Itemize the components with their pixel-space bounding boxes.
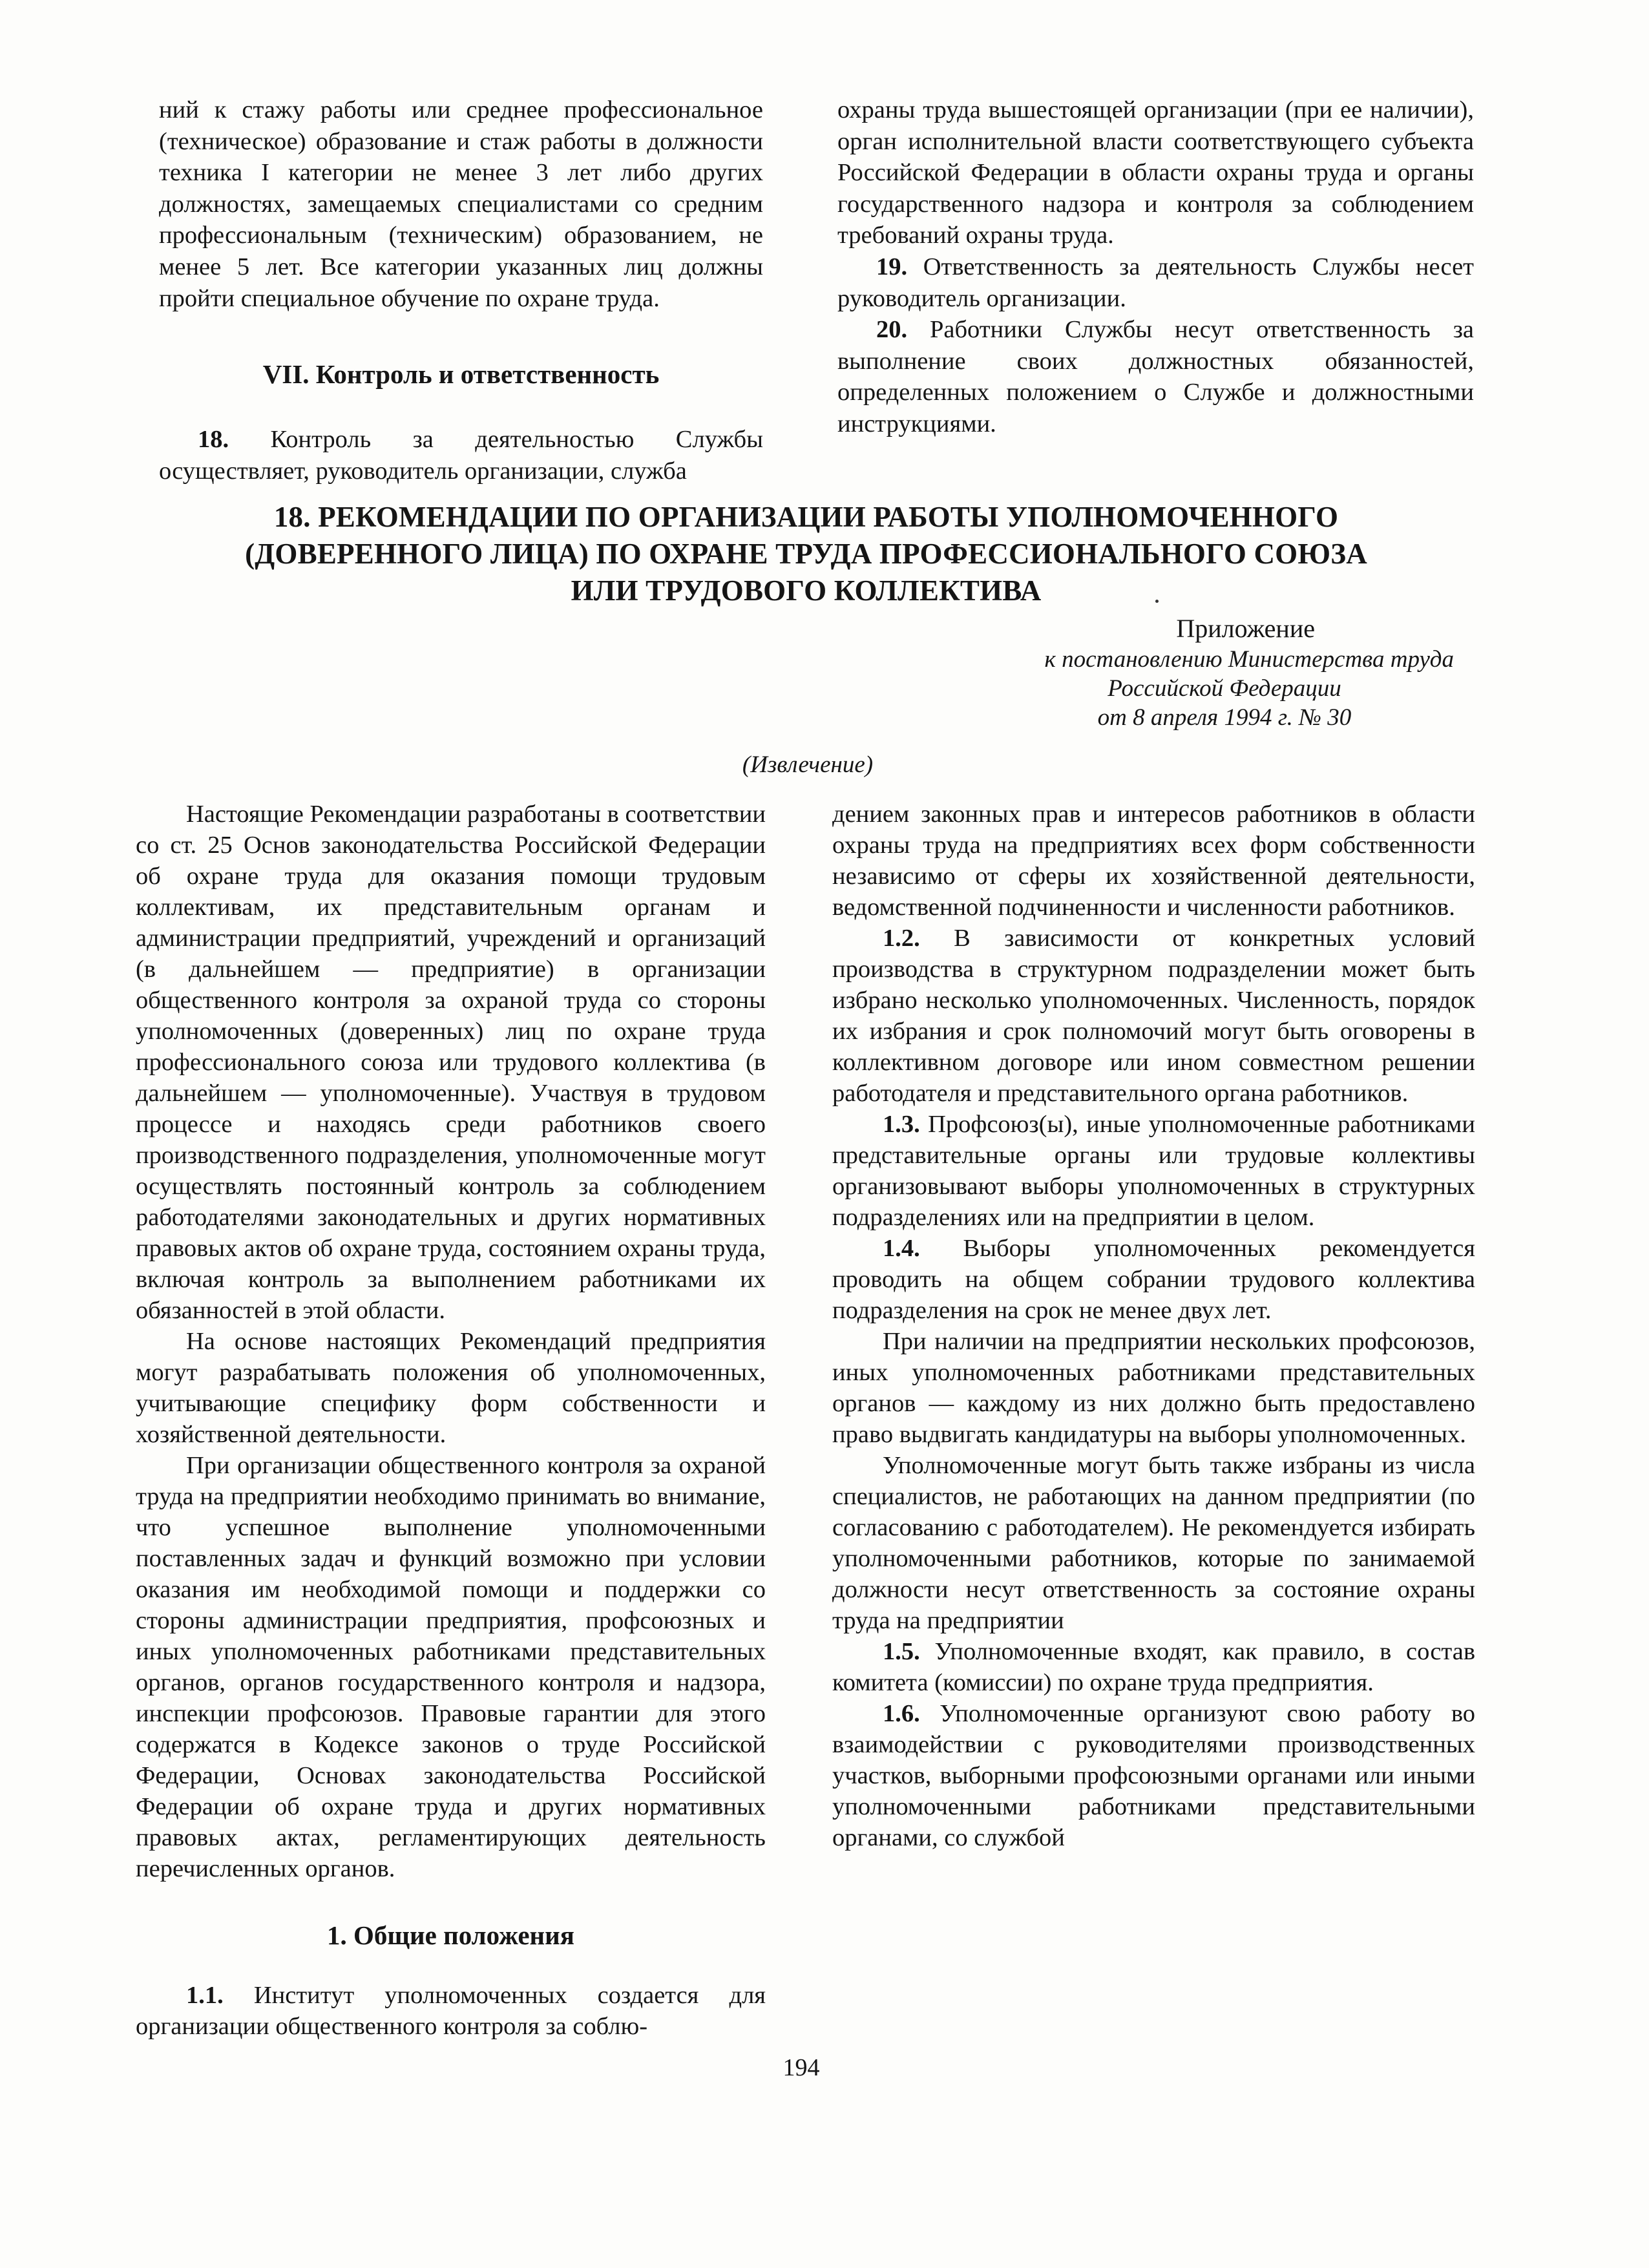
appendix-line: от 8 апреля 1994 г. № 30 — [1097, 704, 1352, 731]
title-line: 18. РЕКОМЕНДАЦИИ ПО ОРГАНИЗАЦИИ РАБОТЫ УПОЛНОМОЧЕННОГО — [273, 501, 1339, 533]
paragraph-1-4-c: Уполномоченные могут быть также избраны из числа специалистов, не работающих на данном предприятии (по согласованию с работодателем). Не рекомендуется избирать уполномоченными работников, которые по занимаемой должности несут ответственность за состояние охраны труда на предприятии — [832, 1452, 1475, 1634]
paragraph-1-2 — [832, 923, 1475, 1109]
continuation-paragraph: охраны труда вышестоящей организации (при ее наличии), орган исполнительной власти соответствующего субъекта Российской Федерации в области охраны труда и органы государственного надзора и контроля за соблюдением требований охраны труда. — [837, 96, 1474, 249]
top-left-column — [159, 94, 763, 487]
ink-dot — [1155, 600, 1159, 603]
paragraph-1-4 — [832, 1233, 1475, 1326]
continuation-paragraph: ний к стажу работы или среднее профессиональное (техническое) образование и стаж работы в должности техника I категории не менее 3 лет либо других должностях, замещаемых специалистами со средним профессиональным (техническим) образованием, не менее 5 лет. Все категории указанных лиц должны пройти специальное обучение по охране труда. — [159, 96, 763, 312]
paragraph-19 — [837, 251, 1474, 314]
section-heading-vii: VII. Контроль и ответственность — [262, 359, 660, 390]
paragraph-number: 20. — [876, 316, 908, 344]
page-number: 194 — [782, 2054, 820, 2081]
paragraph-20 — [837, 314, 1474, 439]
appendix-line: Российской Федерации — [1108, 675, 1341, 702]
paragraph-number: 1.2. — [883, 925, 920, 952]
title-line: (ДОВЕРЕННОГО ЛИЦА) ПО ОХРАНЕ ТРУДА ПРОФЕССИОНАЛЬНОГО СОЮЗА — [245, 538, 1367, 570]
document-title — [136, 499, 1476, 609]
paragraph-number: 1.6. — [883, 1700, 920, 1727]
paragraph-number: 1.3. — [883, 1111, 920, 1138]
section-heading-general: 1. Общие положения — [327, 1920, 574, 1950]
paragraph-number: 18. — [198, 426, 229, 454]
intro-paragraph: На основе настоящих Рекомендаций предприятия могут разрабатывать положения об уполномоченных, учитывающие специфику форм собственности и хозяйственной деятельности. — [136, 1328, 766, 1448]
appendix-line: к постановлению Министерства труда — [1044, 646, 1454, 673]
paragraph-text: Работники Службы несут ответственность за выполнение своих должностных обязанностей, определенных положением о Службе и должностными инструкциями. — [837, 316, 1474, 437]
paragraph-1-4-b: При наличии на предприятии нескольких профсоюзов, иных уполномоченных работниками представительных органов — каждому из них должно быть предоставлено право выдвигать кандидатуры на выборы уполномоченных. — [832, 1328, 1475, 1448]
paragraph-text: Профсоюз(ы), иные уполномоченные работниками представительные органы или трудовые коллективы организовывают выборы уполномоченных в структурных подразделениях или на предприятии в целом. — [832, 1111, 1475, 1231]
top-right-column — [837, 94, 1474, 440]
paragraph-text: В зависимости от конкретных условий производства в структурном подразделении может быть избрано несколько уполномоченных. Численность, порядок их избрания и срок полномочий могут быть оговорены в коллективном договоре или ином совместном решении работодателя и представительного органа работников. — [832, 925, 1475, 1107]
intro-paragraph: При организации общественного контроля за охраной труда на предприятии необходимо принимать во внимание, что успешное выполнение уполномоченными поставленных задач и функций возможно при условии оказания им необходимой помощи и поддержки со стороны администрации предприятия, профсоюзных и иных уполномоченных работниками представительных органов, органов государственного контроля и надзора, инспекции профсоюзов. Правовые гарантии для этого содержатся в Кодексе законов о труде Российской Федерации, Основах законодательства Российской Федерации об охране труда и других нормативных правовых актах, регламентирующих деятельность перечисленных органов. — [136, 1452, 766, 1882]
paragraph-text: Выборы уполномоченных рекомендуется проводить на общем собрании трудового коллектива подразделения на срок не менее двух лет. — [832, 1235, 1475, 1324]
paragraph-text: Институт уполномоченных создается для организации общественного контроля за соблю- — [136, 1982, 766, 2040]
body-left-column — [136, 799, 766, 2042]
appendix-reference — [905, 613, 1454, 732]
extract-label: (Извлечение) — [742, 751, 874, 778]
paragraph-1-1 — [136, 1980, 766, 2042]
paragraph-1-5 — [832, 1636, 1475, 1698]
paragraph-number: 19. — [876, 253, 908, 280]
paragraph-1-6 — [832, 1698, 1475, 1853]
paragraph-number: 1.1. — [186, 1982, 224, 2009]
title-line: ИЛИ ТРУДОВОГО КОЛЛЕКТИВА — [571, 574, 1042, 607]
body-right-column — [832, 799, 1475, 1853]
intro-paragraph: Настоящие Рекомендации разработаны в соответствии со ст. 25 Основ законодательства Российской Федерации об охране труда для оказания помощи трудовым коллективам, их представительным органам и администрации предприятий, учреждений и организаций (в дальнейшем — предприятие) в организации общественного контроля за охраной труда со стороны уполномоченных (доверенных) лиц по охране труда профессионального союза или трудового коллектива (в дальнейшем — уполномоченные). Участвуя в трудовом процессе и находясь среди работников своего производственного подразделения, уполномоченные могут осуществлять постоянный контроль за соблюдением работодателями законодательных и других нормативных правовых актов об охране труда, состоянием охраны труда, включая контроль за выполнением работниками их обязанностей в этой области. — [136, 801, 766, 1324]
appendix-label: Приложение — [1176, 614, 1315, 643]
paragraph-text: Ответственность за деятельность Службы несет руководитель организации. — [837, 253, 1474, 312]
paragraph-text: Контроль за деятельностью Службы осуществляет, руководитель организации, служба — [159, 426, 763, 485]
paragraph-18 — [159, 424, 763, 487]
paragraph-text: Уполномоченные входят, как правило, в состав комитета (комиссии) по охране труда предприятия. — [832, 1638, 1475, 1696]
paragraph-text: Уполномоченные организуют свою работу во взаимодействии с руководителями производственных участков, выборными профсоюзными органами или иными уполномоченными работниками представительными органами, со службой — [832, 1700, 1475, 1851]
paragraph-1-3 — [832, 1109, 1475, 1233]
paragraph-number: 1.5. — [883, 1638, 920, 1665]
paragraph-number: 1.4. — [883, 1235, 920, 1262]
continuation-paragraph: дением законных прав и интересов работников в области охраны труда на предприятиях всех форм собственности независимо от сферы их хозяйственной деятельности, ведомственной подчиненности и численности работников. — [832, 801, 1475, 921]
